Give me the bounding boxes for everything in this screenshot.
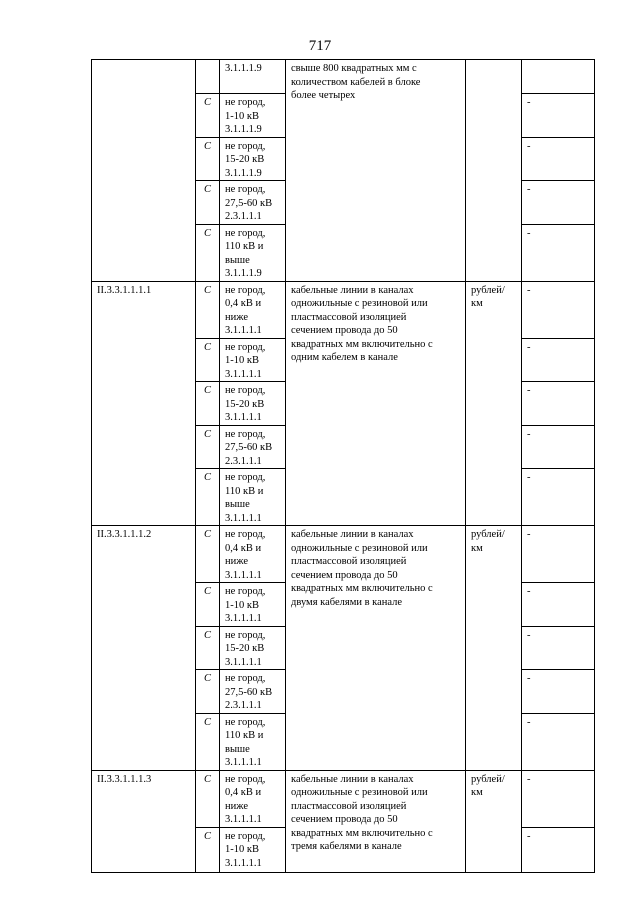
area-voltage-cell [220, 670, 286, 714]
item-code-cell [92, 770, 196, 872]
item-code-cell [92, 281, 196, 526]
value-cell-text: - [527, 227, 531, 239]
item-code-cell-text: II.3.3.1.1.1.3 [97, 773, 152, 785]
value-cell [522, 670, 595, 714]
item-code-cell [92, 526, 196, 771]
category-cell [196, 382, 220, 426]
value-cell-text: - [527, 830, 531, 842]
category-cell-text: С [204, 428, 212, 440]
category-cell-text: С [204, 227, 212, 239]
value-cell [522, 224, 595, 281]
area-voltage-cell [220, 181, 286, 225]
category-cell [196, 137, 220, 181]
area-voltage-cell-text: не город, 1-10 кВ 3.1.1.1.1 [225, 586, 266, 624]
category-cell-text: С [204, 586, 212, 597]
area-voltage-cell [220, 338, 286, 382]
category-cell [196, 526, 220, 583]
area-voltage-cell-text: не город, 27,5-60 кВ 2.3.1.1.1 [225, 673, 273, 711]
area-voltage-cell-text: не город, 0,4 кВ и ниже 3.1.1.1.1 [225, 284, 266, 336]
category-cell [196, 181, 220, 225]
table-row [92, 526, 595, 583]
unit-cell [466, 60, 522, 282]
area-voltage-cell-text: не город, 15-20 кВ 3.1.1.1.1 [225, 385, 266, 423]
value-cell [522, 94, 595, 138]
value-cell-text: - [527, 140, 531, 152]
unit-cell [466, 281, 522, 526]
table-body [92, 60, 595, 873]
value-cell-text: - [527, 773, 531, 785]
area-voltage-cell [220, 827, 286, 872]
area-voltage-cell-text: не город, 1-10 кВ 3.1.1.1.1 [225, 830, 266, 869]
category-cell [196, 583, 220, 627]
area-voltage-cell [220, 583, 286, 627]
item-code-cell [92, 60, 196, 282]
value-cell-text: - [527, 284, 531, 296]
unit-cell [466, 770, 522, 872]
category-cell-text: С [204, 385, 212, 396]
value-cell [522, 827, 595, 872]
area-voltage-cell [220, 526, 286, 583]
value-cell-text: - [527, 184, 531, 195]
value-cell [522, 770, 595, 827]
table-row [92, 60, 595, 94]
description-cell-text: кабельные линии в каналах одножильные с резиновой или пластмассовой изоляцией сечением провода до 50 квадратных мм включительно с одним кабелем в канале [291, 284, 433, 363]
value-cell [522, 526, 595, 583]
value-cell [522, 713, 595, 770]
value-cell [522, 382, 595, 426]
value-cell-text: - [527, 529, 531, 540]
category-cell-text: С [204, 184, 212, 195]
category-cell-text: С [204, 629, 212, 641]
area-voltage-cell-text: не город, 110 кВ и выше 3.1.1.1.9 [225, 227, 266, 279]
category-cell-text: С [204, 140, 212, 152]
category-cell [196, 224, 220, 281]
area-voltage-cell [220, 770, 286, 827]
area-voltage-cell-text: не город, 27,5-60 кВ 2.3.1.1.1 [225, 428, 273, 467]
description-cell-text: свыше 800 квадратных мм с количеством кабелей в блоке более четырех [291, 63, 421, 101]
category-cell [196, 425, 220, 469]
unit-cell-text: рублей/ км [471, 529, 505, 554]
description-cell [286, 281, 466, 526]
area-voltage-cell [220, 60, 286, 94]
value-cell-text: - [527, 716, 531, 728]
category-cell [196, 60, 220, 94]
area-voltage-cell-text: не город, 0,4 кВ и ниже 3.1.1.1.1 [225, 773, 266, 825]
value-cell-text: - [527, 428, 531, 440]
category-cell-text: С [204, 284, 212, 296]
value-cell [522, 338, 595, 382]
area-voltage-cell [220, 626, 286, 670]
value-cell-text: - [527, 341, 531, 353]
category-cell [196, 713, 220, 770]
page-number: 717 [308, 38, 332, 54]
value-cell-text: - [527, 385, 531, 396]
tariff-table [91, 59, 595, 873]
category-cell-text: С [204, 773, 212, 785]
value-cell [522, 626, 595, 670]
area-voltage-cell-text: не город, 110 кВ и выше 3.1.1.1.1 [225, 472, 266, 524]
value-cell-text: - [527, 673, 531, 684]
category-cell [196, 281, 220, 338]
item-code-cell-text: II.3.3.1.1.1.2 [97, 529, 152, 540]
value-cell-text: - [527, 629, 531, 641]
value-cell [522, 583, 595, 627]
value-cell-text: - [527, 472, 531, 483]
category-cell [196, 670, 220, 714]
category-cell-text: С [204, 472, 212, 483]
category-cell [196, 469, 220, 526]
area-voltage-cell-text: не город, 1-10 кВ 3.1.1.1.9 [225, 97, 266, 135]
area-voltage-cell-text: не город, 15-20 кВ 3.1.1.1.1 [225, 629, 266, 668]
area-voltage-cell [220, 713, 286, 770]
unit-cell-text: рублей/ км [471, 284, 505, 309]
area-voltage-cell-text: 3.1.1.1.9 [225, 63, 262, 74]
category-cell [196, 827, 220, 872]
area-voltage-cell [220, 281, 286, 338]
category-cell-text: С [204, 716, 212, 728]
value-cell [522, 60, 595, 94]
description-cell [286, 770, 466, 872]
category-cell-text: С [204, 97, 212, 108]
area-voltage-cell [220, 137, 286, 181]
area-voltage-cell-text: не город, 110 кВ и выше 3.1.1.1.1 [225, 716, 266, 768]
value-cell [522, 181, 595, 225]
category-cell-text: С [204, 529, 212, 540]
area-voltage-cell [220, 382, 286, 426]
area-voltage-cell [220, 425, 286, 469]
value-cell [522, 137, 595, 181]
description-cell-text: кабельные линии в каналах одножильные с резиновой или пластмассовой изоляцией сечением провода до 50 квадратных мм включительно с тремя кабелями в канале [291, 773, 433, 852]
area-voltage-cell-text: не город, 1-10 кВ 3.1.1.1.1 [225, 341, 266, 380]
value-cell-text: - [527, 586, 531, 597]
area-voltage-cell-text: не город, 27,5-60 кВ 2.3.1.1.1 [225, 184, 273, 222]
value-cell [522, 425, 595, 469]
area-voltage-cell [220, 224, 286, 281]
value-cell [522, 469, 595, 526]
category-cell [196, 770, 220, 827]
unit-cell [466, 526, 522, 771]
category-cell-text: С [204, 830, 212, 842]
category-cell-text: С [204, 341, 212, 353]
category-cell [196, 626, 220, 670]
table-row [92, 770, 595, 827]
description-cell [286, 60, 466, 282]
description-cell [286, 526, 466, 771]
item-code-cell-text: II.3.3.1.1.1.1 [97, 284, 152, 296]
category-cell [196, 94, 220, 138]
category-cell-text: С [204, 673, 212, 684]
area-voltage-cell [220, 94, 286, 138]
value-cell [522, 281, 595, 338]
unit-cell-text: рублей/ км [471, 773, 505, 798]
table-row [92, 281, 595, 338]
category-cell [196, 338, 220, 382]
description-cell-text: кабельные линии в каналах одножильные с резиновой или пластмассовой изоляцией сечением провода до 50 квадратных мм включительно с двумя кабелями в канале [291, 529, 433, 608]
area-voltage-cell [220, 469, 286, 526]
value-cell-text: - [527, 97, 531, 108]
area-voltage-cell-text: не город, 0,4 кВ и ниже 3.1.1.1.1 [225, 529, 266, 581]
area-voltage-cell-text: не город, 15-20 кВ 3.1.1.1.9 [225, 140, 266, 179]
